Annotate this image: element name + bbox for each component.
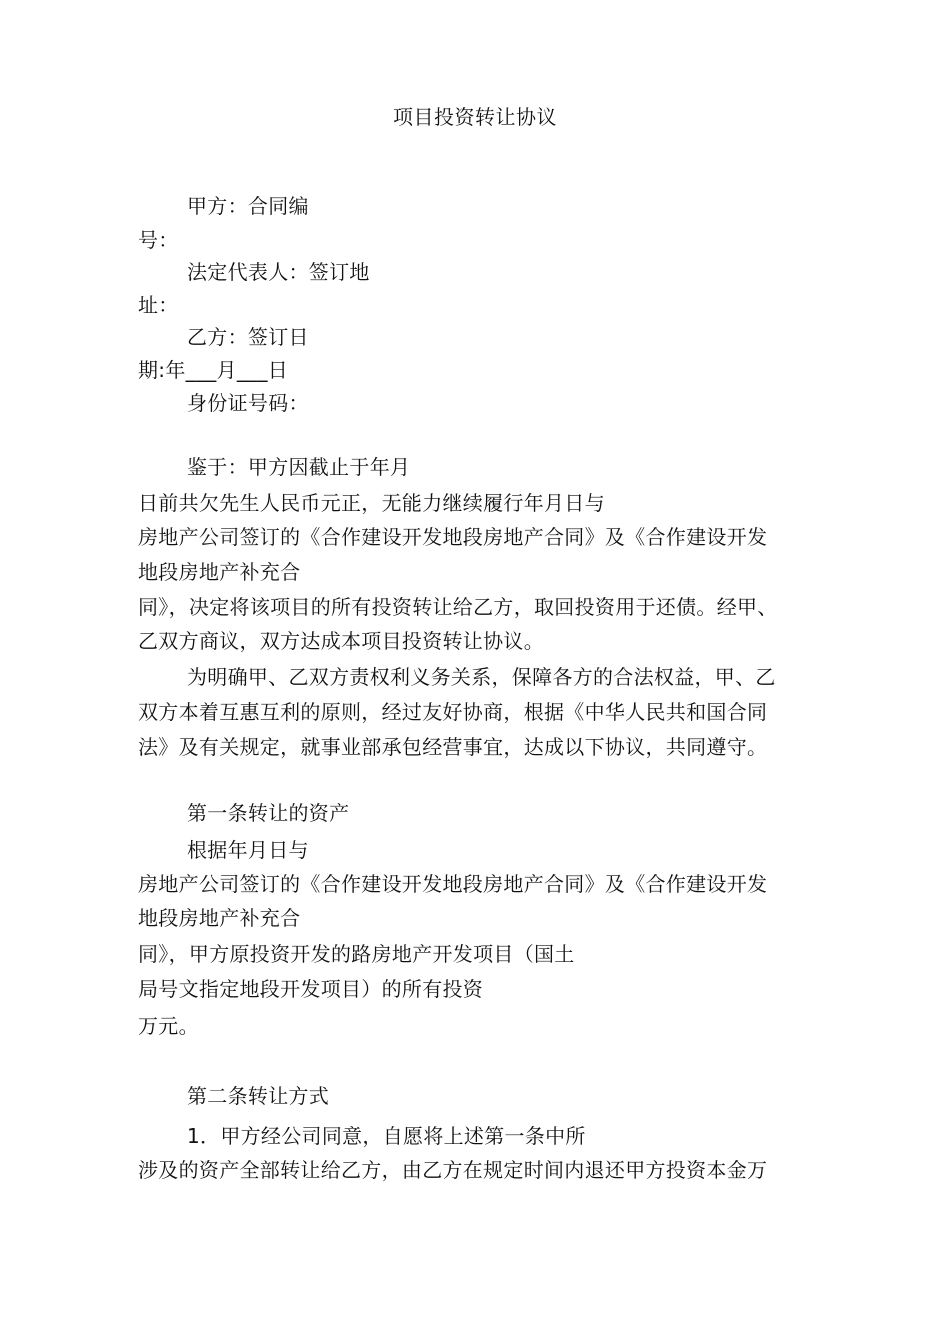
article-2-line: 涉及的资产全部转让给乙方，由乙方在规定时间内退还甲方投资本金万 — [138, 1158, 768, 1182]
article-1-line: 局号文指定地段开发项目）的所有投资 — [138, 977, 484, 1001]
preamble-line: 乙双方商议，双方达成本项目投资转让协议。 — [138, 629, 544, 653]
legal-representative-line: 法定代表人：签订地 — [187, 260, 370, 284]
article-2-heading: 第二条转让方式 — [187, 1084, 330, 1108]
article-1-heading: 第一条转让的资产 — [187, 801, 350, 825]
preamble-line: 法》及有关规定，就事业部承包经营事宜，达成以下协议，共同遵守。 — [138, 735, 768, 759]
id-number-line: 身份证号码： — [187, 391, 309, 415]
signing-address-line: 址： — [138, 293, 179, 317]
preamble-line: 同》，决定将该项目的所有投资转让给乙方，取回投资用于还债。经甲、 — [138, 595, 778, 619]
preamble-line: 为明确甲、乙双方责权利义务关系，保障各方的合法权益，甲、乙 — [187, 665, 776, 689]
preamble-line: 双方本着互惠互利的原则，经过友好协商，根据《中华人民共和国合同 — [138, 700, 768, 724]
signing-date-line: 期:年___月___日 — [138, 358, 289, 382]
preamble-line: 鉴于：甲方因截止于年月 — [187, 455, 411, 479]
article-1-line: 万元。 — [138, 1014, 199, 1038]
article-1-line: 同》，甲方原投资开发的路房地产开发项目（国土 — [138, 942, 575, 966]
article-1-line: 地段房地产补充合 — [138, 906, 301, 930]
preamble-line: 地段房地产补充合 — [138, 560, 301, 584]
article-1-line: 根据年月日与 — [187, 838, 309, 862]
party-a-line: 甲方：合同编 — [187, 194, 309, 218]
article-2-line: 1．甲方经公司同意，自愿将上述第一条中所 — [187, 1124, 586, 1148]
contract-number-line: 号： — [138, 228, 179, 252]
preamble-line: 日前共欠先生人民币元正，无能力继续履行年月日与 — [138, 491, 605, 515]
party-b-line: 乙方：签订日 — [187, 325, 309, 349]
preamble-line: 房地产公司签订的《合作建设开发地段房地产合同》及《合作建设开发 — [138, 525, 768, 549]
article-1-line: 房地产公司签订的《合作建设开发地段房地产合同》及《合作建设开发 — [138, 872, 768, 896]
document-title: 项目投资转让协议 — [393, 105, 557, 129]
